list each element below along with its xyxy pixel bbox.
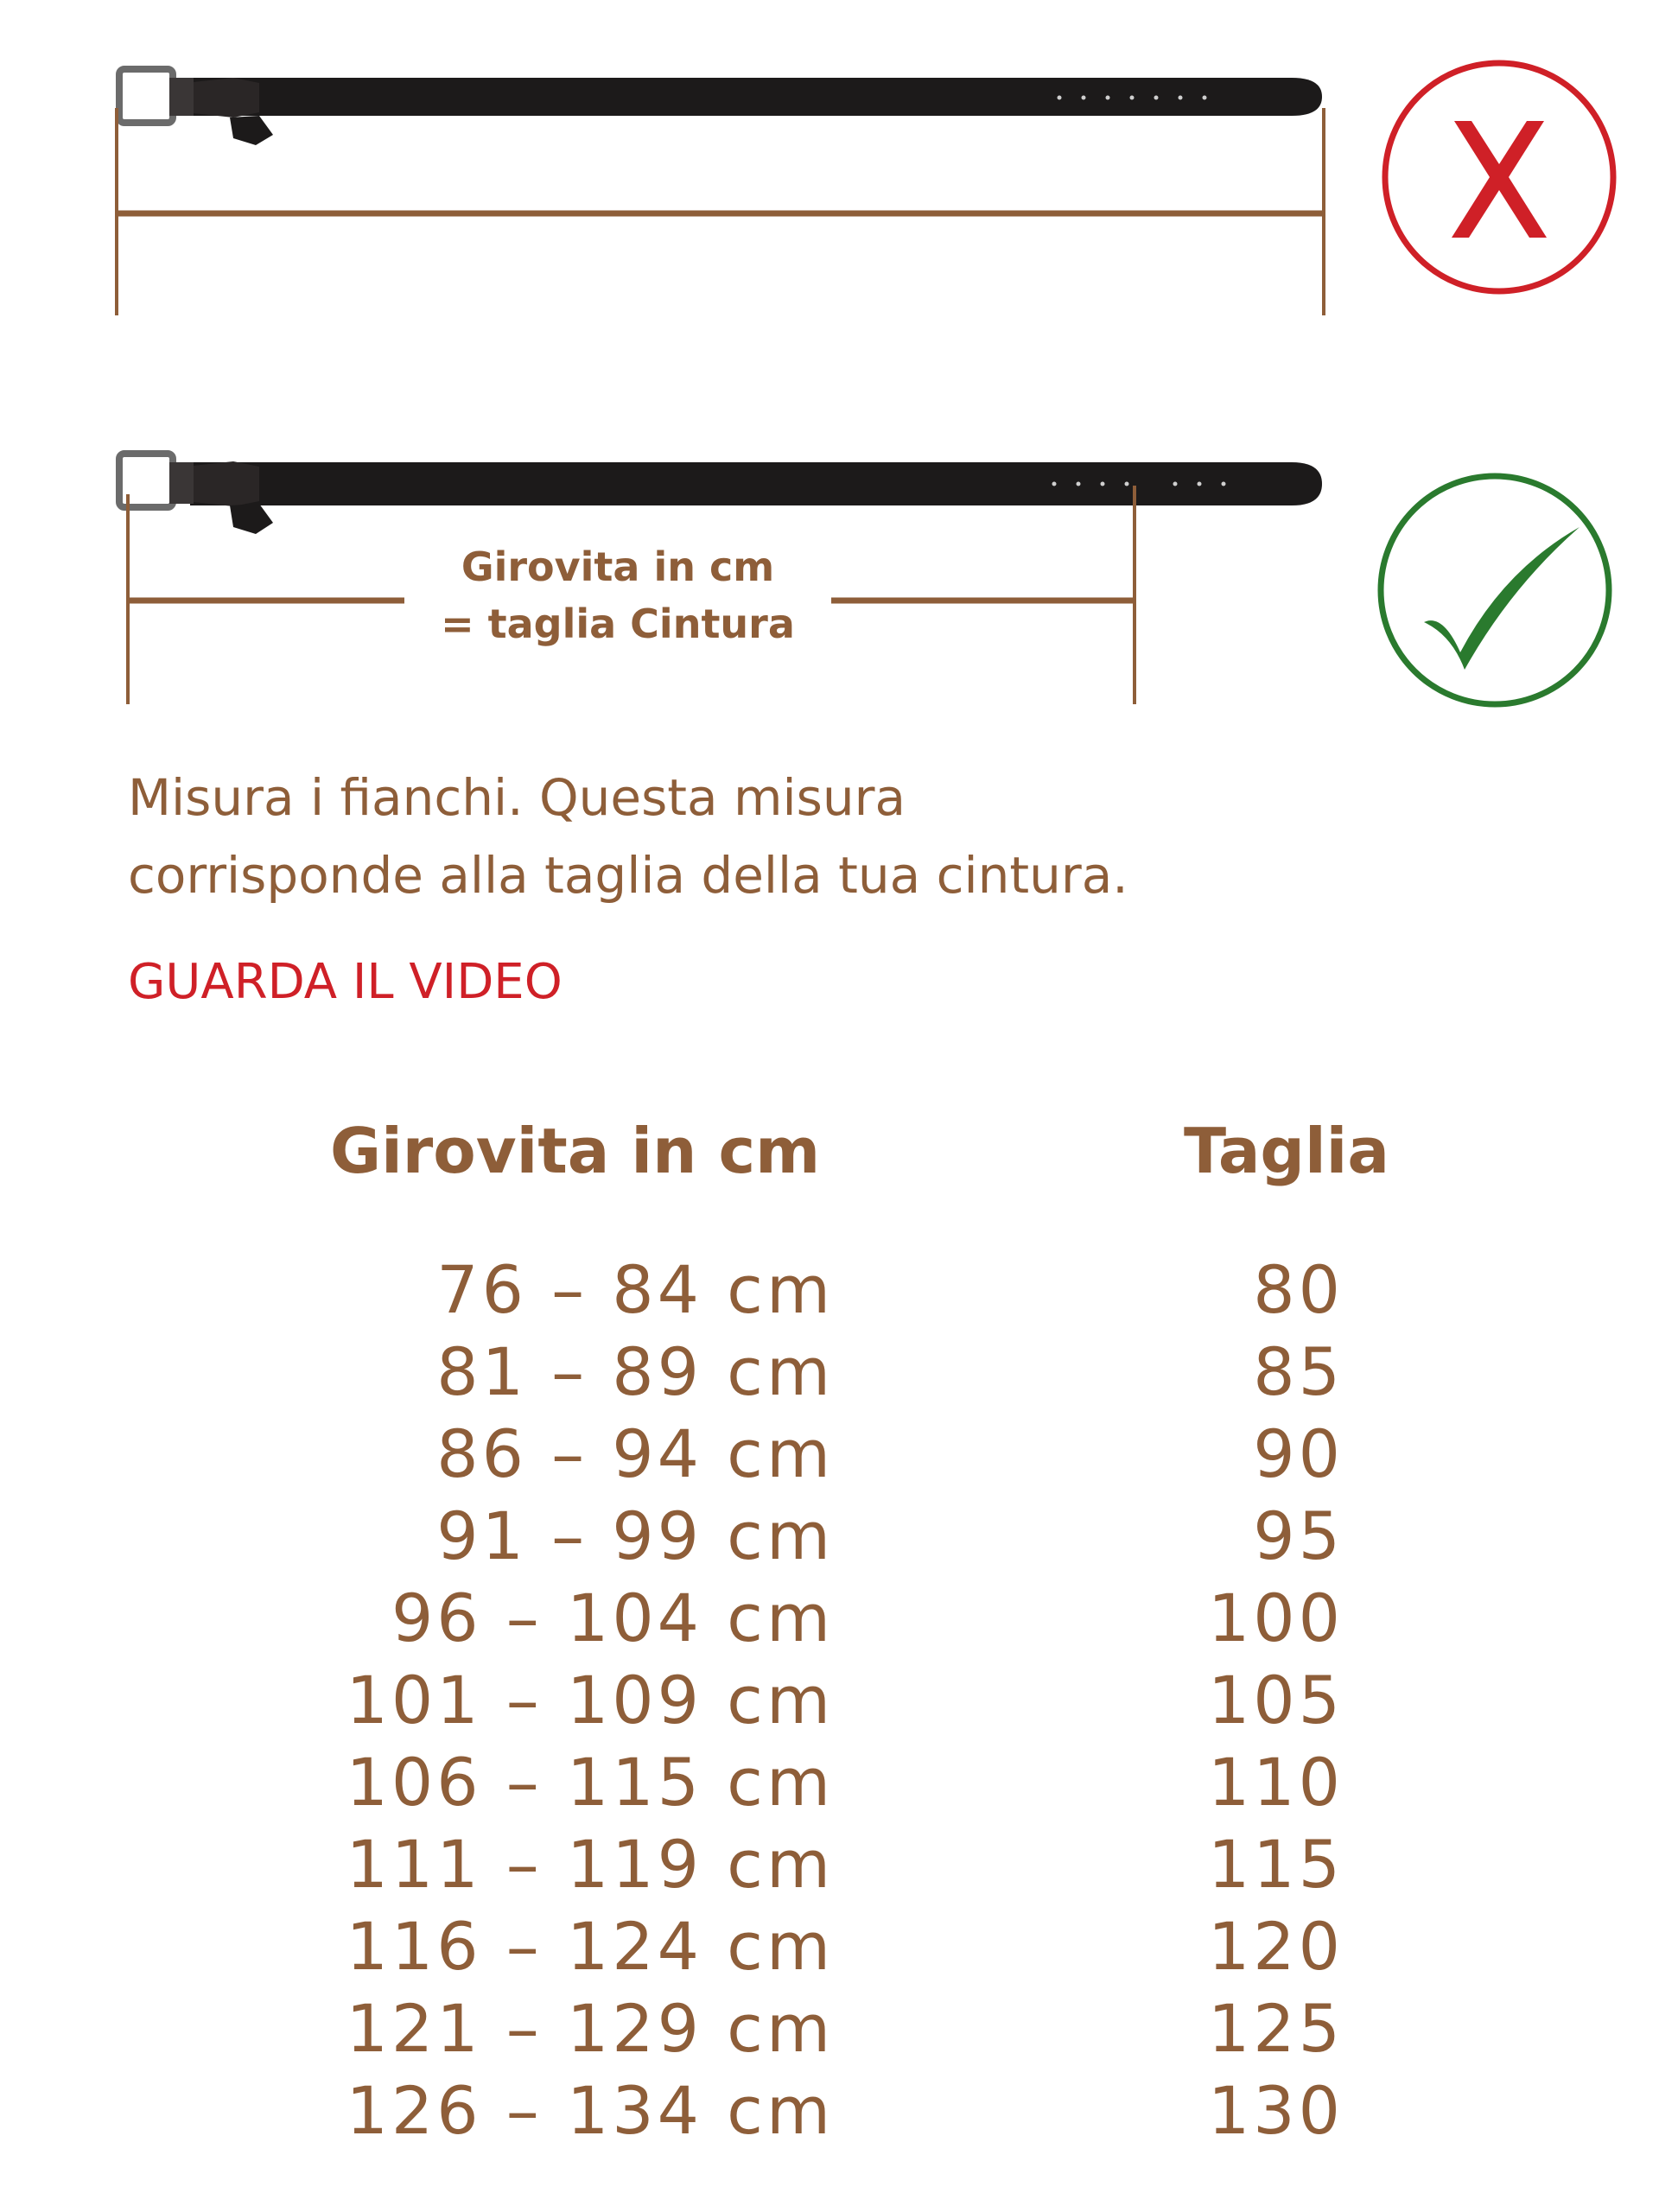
watch-video-link[interactable]: GUARDA IL VIDEO — [128, 954, 563, 1010]
girth-cell: 81 – 89 cm — [436, 1333, 834, 1410]
size-cell: 125 — [1207, 1990, 1344, 2067]
measure-label-line1: Girovita in cm — [461, 543, 775, 590]
measure-label-line2: = taglia Cintura — [441, 601, 795, 647]
girth-cell: 96 – 104 cm — [391, 1580, 834, 1656]
girth-cell: 111 – 119 cm — [346, 1826, 834, 1903]
belt-correct — [119, 454, 1322, 534]
x-mark-icon — [1385, 63, 1613, 291]
girth-column-header: Girovita in cm — [330, 1115, 821, 1187]
instruction-text — [128, 759, 1424, 914]
table-row — [0, 1413, 1659, 1495]
girth-cell: 76 – 84 cm — [436, 1251, 834, 1328]
size-cell: 105 — [1207, 1662, 1344, 1738]
size-cell: 100 — [1207, 1580, 1344, 1656]
girth-cell: 101 – 109 cm — [346, 1662, 834, 1738]
table-row — [0, 1741, 1659, 1823]
belt-loop-icon — [230, 504, 273, 534]
table-row — [0, 1577, 1659, 1659]
table-row — [0, 2069, 1659, 2152]
size-cell: 130 — [1207, 2072, 1344, 2149]
measure-label — [404, 538, 831, 652]
table-row — [0, 1987, 1659, 2069]
size-column-header: Taglia — [1184, 1115, 1389, 1187]
size-cell: 85 — [1253, 1333, 1344, 1410]
instruction-line1: Misura i fianchi. Questa misura — [128, 768, 906, 827]
girth-cell: 121 – 129 cm — [346, 1990, 834, 2067]
size-cell: 110 — [1207, 1744, 1344, 1821]
size-cell: 90 — [1253, 1415, 1344, 1492]
size-table — [0, 1249, 1659, 2152]
table-row — [0, 1495, 1659, 1577]
belt-loop-icon — [230, 116, 273, 145]
table-row — [0, 1905, 1659, 1987]
girth-cell: 126 – 134 cm — [346, 2072, 834, 2149]
size-cell: 80 — [1253, 1251, 1344, 1328]
table-row — [0, 1659, 1659, 1741]
table-row — [0, 1823, 1659, 1905]
girth-cell: 86 – 94 cm — [436, 1415, 834, 1492]
belt-wrong — [119, 69, 1322, 145]
measure-line-wrong — [117, 108, 1324, 315]
table-row — [0, 1249, 1659, 1331]
girth-cell: 116 – 124 cm — [346, 1908, 834, 1985]
buckle-icon — [119, 69, 173, 123]
size-cell: 95 — [1253, 1497, 1344, 1574]
girth-cell: 91 – 99 cm — [436, 1497, 834, 1574]
table-row — [0, 1331, 1659, 1413]
size-cell: 120 — [1207, 1908, 1344, 1985]
girth-cell: 106 – 115 cm — [346, 1744, 834, 1821]
size-cell: 115 — [1207, 1826, 1344, 1903]
instruction-line2: corrisponde alla taglia della tua cintura. — [128, 846, 1128, 905]
check-mark-icon — [1381, 476, 1609, 704]
